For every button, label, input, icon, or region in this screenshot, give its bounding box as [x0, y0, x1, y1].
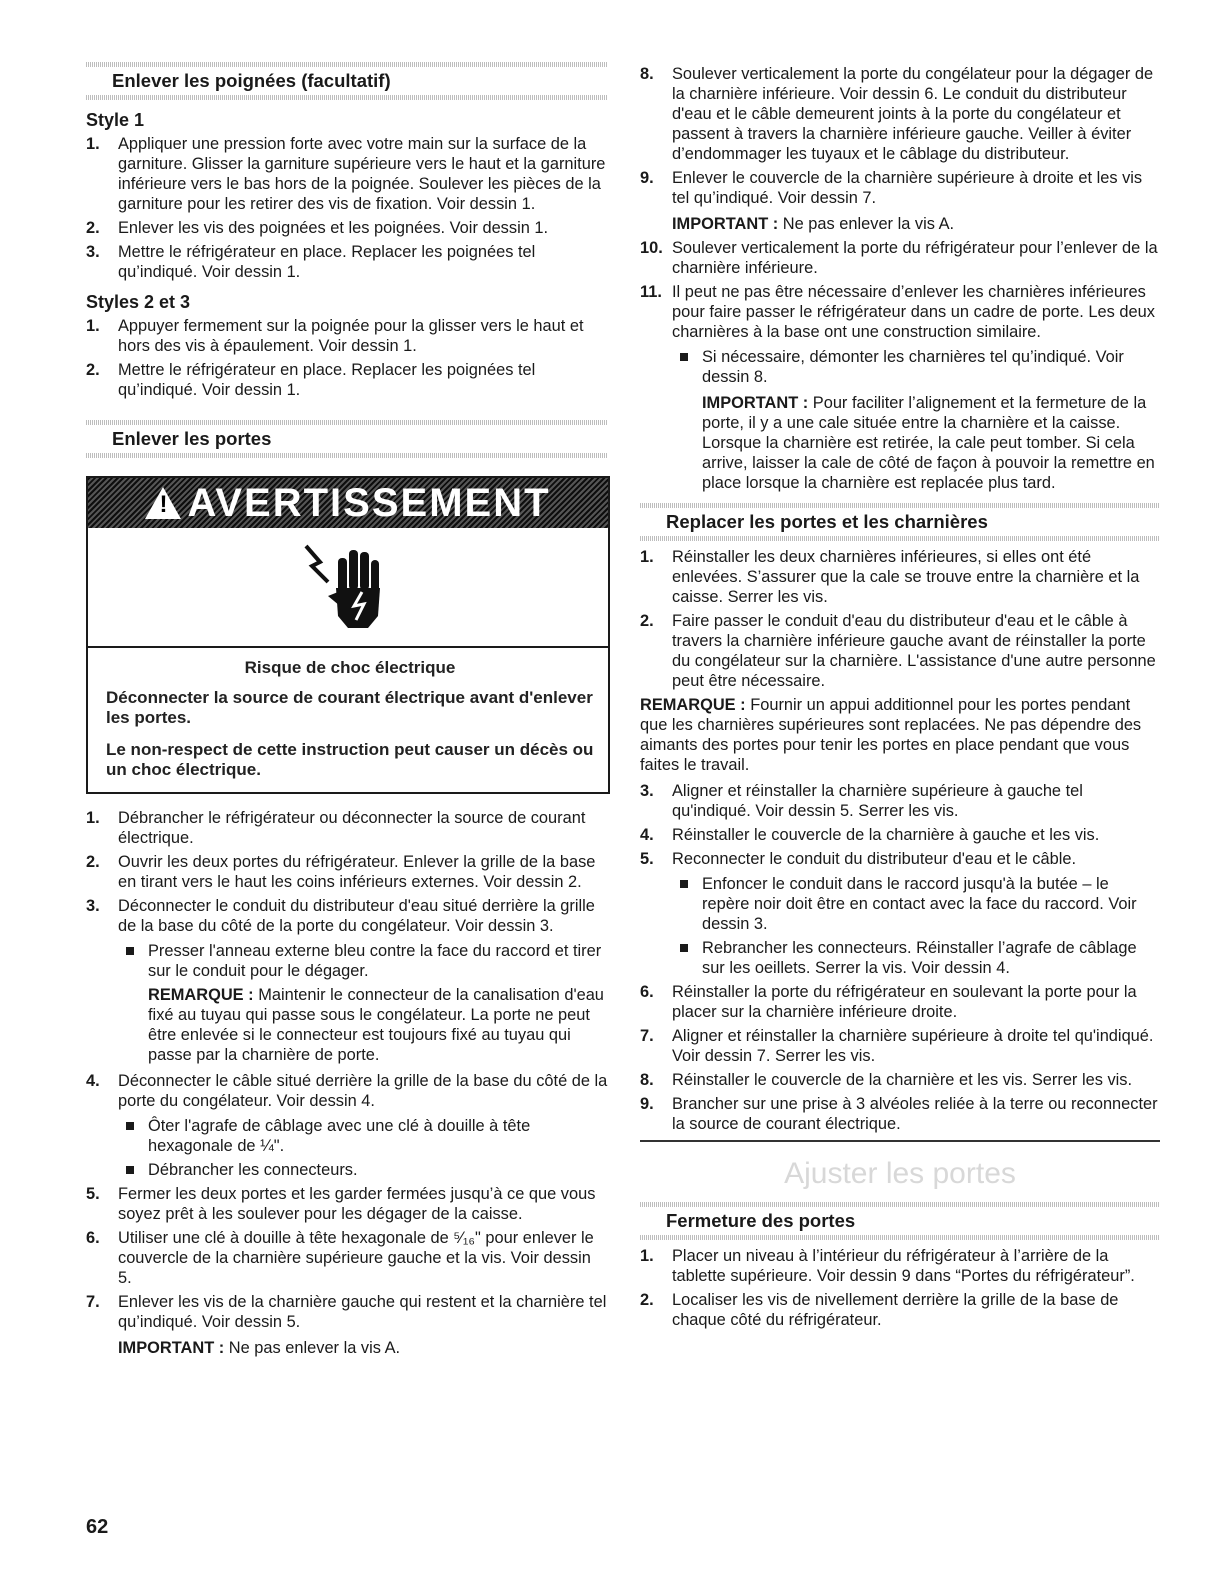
- warning-box: [86, 476, 610, 794]
- bullet-text: Ôter l'agrafe de câblage avec une clé à douille à tête hexagonale de ¼".: [148, 1117, 531, 1155]
- step-text: Enlever les vis de la charnière gauche qui restent et la charnière tel qu’indiqué. Voir dessin 5.: [118, 1293, 607, 1331]
- bullet-text: Enfoncer le conduit dans le raccord jusqu'à la butée – le repère noir doit être en contact avec la face du raccord. Voir dessin 3.: [702, 875, 1137, 933]
- list-item: [640, 168, 1160, 234]
- bullet-list: [118, 1116, 608, 1180]
- bullet-square-icon: [680, 944, 688, 952]
- warning-banner-text: AVERTISSEMENT: [187, 481, 551, 525]
- step-number: 2.: [86, 219, 100, 237]
- step-text: Appuyer fermement sur la poignée pour la glisser vers le haut et hors des vis à épaulement. Voir dessin 1.: [118, 317, 584, 355]
- list-item: [86, 316, 608, 356]
- step-text: Soulever verticalement la porte du congélateur pour la dégager de la charnière inférieure. Voir dessin 6. Le conduit du distributeur d'eau et le câble demeurent joints à la porte du congélateur et passent à travers la charnière inférieure gauche. Veiller à éviter d’endommager les tuyaux et le câblage du distributeur.: [672, 65, 1154, 163]
- step-number: 5.: [86, 1185, 100, 1203]
- step-number: 3.: [86, 897, 100, 915]
- bullet-item: [118, 1116, 608, 1156]
- section-heading-replace-doors: Replacer les portes et les charnières: [640, 503, 1160, 541]
- warning-body: [88, 648, 608, 792]
- step-number: 8.: [640, 65, 654, 83]
- list-item: [86, 360, 608, 400]
- bullet-text: Rebrancher les connecteurs. Réinstaller l’agrafe de câblage sur les oeillets. Serrer la vis. Voir dessin 4.: [702, 939, 1137, 977]
- step-number: 4.: [640, 826, 654, 844]
- list-item: [86, 1184, 608, 1224]
- important-text: Ne pas enlever la vis A.: [778, 215, 955, 233]
- styles23-heading: Styles 2 et 3: [86, 292, 191, 312]
- step-number: 2.: [86, 361, 100, 379]
- remove-doors-steps-continued: [640, 64, 1160, 493]
- warning-line-1: Déconnecter la source de courant électrique avant d'enlever les portes.: [106, 688, 593, 727]
- list-item: [640, 849, 1160, 978]
- step-number: 1.: [86, 809, 100, 827]
- step-number: 11.: [640, 283, 662, 301]
- step-text: Réinstaller le couvercle de la charnière à gauche et les vis.: [672, 826, 1100, 844]
- step-number: 3.: [640, 782, 654, 800]
- section-heading-remove-doors: Enlever les portes: [86, 420, 608, 458]
- step-number: 9.: [640, 169, 654, 187]
- bullet-list: [672, 347, 1160, 493]
- list-item: [640, 1070, 1160, 1090]
- adjust-doors-title: Ajuster les portes: [640, 1140, 1160, 1202]
- list-item: [640, 982, 1160, 1022]
- list-item: [86, 242, 608, 282]
- step-text: Enlever le couvercle de la charnière supérieure à droite et les vis tel qu’indiqué. Voir dessin 7.: [672, 169, 1143, 207]
- step-text: Il peut ne pas être nécessaire d’enlever les charnières inférieures pour faire passer le réfrigérateur dans un cadre de porte. Les deux charnières à la base ont une construction similaire.: [672, 283, 1155, 341]
- replace-doors-steps-a: [640, 547, 1160, 691]
- list-item: [86, 134, 608, 214]
- bullet-item: [672, 347, 1160, 493]
- bullet-square-icon: [126, 1166, 134, 1174]
- step-text: Reconnecter le conduit du distributeur d'eau et le câble.: [672, 850, 1077, 868]
- section-heading-door-closing: Fermeture des portes: [640, 1202, 1160, 1240]
- bullet-item: [118, 1160, 608, 1180]
- step-number: 1.: [640, 1247, 654, 1265]
- step-text: Utiliser une clé à douille à tête hexagonale de ⁵⁄₁₆" pour enlever le couvercle de la charnière supérieure gauche et la vis. Voir dessin 5.: [118, 1229, 594, 1287]
- remark-keyword: REMARQUE :: [148, 986, 254, 1004]
- left-column: [86, 62, 608, 1362]
- step-number: 2.: [86, 853, 100, 871]
- step-number: 6.: [86, 1229, 100, 1247]
- step-text: Localiser les vis de nivellement derrière la grille de la base de chaque côté du réfrigérateur.: [672, 1291, 1119, 1329]
- bullet-square-icon: [680, 353, 688, 361]
- list-item: [86, 1292, 608, 1358]
- list-item: [640, 611, 1160, 691]
- warning-triangle-icon: !: [145, 487, 181, 519]
- step-number: 3.: [86, 243, 100, 261]
- bullet-item: [672, 938, 1160, 978]
- bullet-list: [118, 941, 608, 1065]
- step-text: Réinstaller les deux charnières inférieures, si elles ont été enlevées. S’assurer que la cale se trouve entre la charnière et la caisse. Serrer les vis.: [672, 548, 1140, 606]
- step-number: 10.: [640, 239, 663, 257]
- list-item: [640, 282, 1160, 493]
- important-keyword: IMPORTANT :: [702, 394, 809, 412]
- page-number: 62: [86, 1516, 109, 1538]
- bullet-square-icon: [680, 880, 688, 888]
- bullet-text: Presser l'anneau externe bleu contre la face du raccord et tirer sur le conduit pour le dégager.: [148, 942, 602, 980]
- step-number: 8.: [640, 1071, 654, 1089]
- style1-steps: [86, 134, 608, 282]
- step-number: 7.: [640, 1027, 654, 1045]
- step-text: Déconnecter le conduit du distributeur d'eau situé derrière la grille de la base du côté de la porte du congélateur. Voir dessin 3.: [118, 897, 595, 935]
- remark-note: [148, 985, 608, 1065]
- bullet-square-icon: [126, 1122, 134, 1130]
- step-number: 2.: [640, 612, 654, 630]
- step-text: Débrancher le réfrigérateur ou déconnecter la source de courant électrique.: [118, 809, 586, 847]
- step-text: Soulever verticalement la porte du réfrigérateur pour l’enlever de la charnière inférieure.: [672, 239, 1158, 277]
- list-item: [640, 238, 1160, 278]
- right-column: [640, 64, 1160, 1334]
- list-item: [640, 1094, 1160, 1134]
- electric-shock-hand-icon: [298, 532, 398, 642]
- step-number: 2.: [640, 1291, 654, 1309]
- bullet-text: Débrancher les connecteurs.: [148, 1161, 358, 1179]
- list-item: [86, 1071, 608, 1180]
- list-item: [640, 1026, 1160, 1066]
- list-item: [86, 1228, 608, 1288]
- step-number: 9.: [640, 1095, 654, 1113]
- style1-heading: Style 1: [86, 110, 145, 130]
- step-text: Fermer les deux portes et les garder fermées jusqu’à ce que vous soyez prêt à les soulever pour les dégager de la caisse.: [118, 1185, 596, 1223]
- step-text: Aligner et réinstaller la charnière supérieure à gauche tel qu'indiqué. Voir dessin 5. Serrer les vis.: [672, 782, 1083, 820]
- list-item: [86, 218, 608, 238]
- warning-banner: [88, 478, 608, 528]
- step-number: 5.: [640, 850, 654, 868]
- step-text: Brancher sur une prise à 3 alvéoles reliée à la terre ou reconnecter la source de courant électrique.: [672, 1095, 1158, 1133]
- bullet-item: [672, 874, 1160, 934]
- important-text: Ne pas enlever la vis A.: [224, 1339, 401, 1357]
- replace-doors-steps-b: [640, 781, 1160, 1134]
- remove-doors-steps: [86, 808, 608, 1358]
- door-closing-steps: [640, 1246, 1160, 1330]
- important-text: Pour faciliter l’alignement et la fermeture de la porte, il y a une cale située entre la charnière et la caisse. Lorsque la charnière est retirée, la cale peut tomber. Si cela arrive, laisser la cale de côté de façon à pouvoir la remettre en place lorsque la charnière est replacée plus tard.: [702, 394, 1155, 492]
- step-text: Aligner et réinstaller la charnière supérieure à droite tel qu'indiqué. Voir dessin 7. Serrer les vis.: [672, 1027, 1154, 1065]
- step-text: Déconnecter le câble situé derrière la grille de la base du côté de la porte du congélateur. Voir dessin 4.: [118, 1072, 608, 1110]
- step-number: 1.: [640, 548, 654, 566]
- step-number: 6.: [640, 983, 654, 1001]
- remark-paragraph: [640, 695, 1160, 775]
- step-number: 7.: [86, 1293, 100, 1311]
- step-number: 4.: [86, 1072, 100, 1090]
- warning-icon-area: [88, 528, 608, 648]
- list-item: [640, 64, 1160, 164]
- list-item: [640, 1290, 1160, 1330]
- step-text: Mettre le réfrigérateur en place. Replacer les poignées tel qu’indiqué. Voir dessin 1.: [118, 243, 536, 281]
- step-text: Enlever les vis des poignées et les poignées. Voir dessin 1.: [118, 219, 549, 237]
- important-keyword: IMPORTANT :: [118, 1339, 225, 1357]
- step-text: Réinstaller la porte du réfrigérateur en soulevant la porte pour la placer sur la charnière inférieure droite.: [672, 983, 1137, 1021]
- step-text: Placer un niveau à l’intérieur du réfrigérateur à l’arrière de la tablette supérieure. Voir dessin 9 dans “Portes du réfrigérateur”.: [672, 1247, 1135, 1285]
- warning-line-2: Le non-respect de cette instruction peut causer un décès ou un choc électrique.: [106, 740, 594, 779]
- bullet-square-icon: [126, 947, 134, 955]
- list-item: [640, 781, 1160, 821]
- remark-text: Fournir un appui additionnel pour les portes pendant que les charnières supérieures sont replacées. Ne pas dépendre des aimants des portes pour tenir les portes en place pendant que vous faites le travail.: [640, 696, 1142, 774]
- step-number: 1.: [86, 135, 100, 153]
- bullet-text: Si nécessaire, démonter les charnières tel qu’indiqué. Voir dessin 8.: [702, 348, 1124, 386]
- list-item: [86, 896, 608, 1065]
- step-text: Appliquer une pression forte avec votre main sur la surface de la garniture. Glisser la garniture supérieure vers le haut et la garniture inférieure vers le bas hors de la poignée. Soulever les pièces de la garniture pour les retirer des vis de fixation. Voir dessin 1.: [118, 135, 606, 213]
- section-heading-remove-handles: Enlever les poignées (facultatif): [86, 62, 608, 100]
- warning-title: Risque de choc électrique: [244, 658, 456, 677]
- step-text: Faire passer le conduit d'eau du distributeur d'eau et le câble à travers la charnière inférieure gauche avant de réinstaller la porte du congélateur sur la charnière. L'assistance d'une autre personne peut être nécessaire.: [672, 612, 1156, 690]
- remark-text: Maintenir le connecteur de la canalisation d'eau fixé au tuyau qui passe sous le congélateur. La porte ne peut être enlevée si le connecteur est toujours fixé au tuyau qui passe par la charnière de porte.: [148, 986, 604, 1064]
- bullet-item: [118, 941, 608, 1065]
- list-item: [640, 825, 1160, 845]
- list-item: [86, 852, 608, 892]
- styles23-steps: [86, 316, 608, 400]
- bullet-list: [672, 874, 1160, 978]
- step-text: Ouvrir les deux portes du réfrigérateur. Enlever la grille de la base en tirant vers le haut les coins inférieurs externes. Voir dessin 2.: [118, 853, 596, 891]
- important-note: [118, 1338, 608, 1358]
- list-item: [640, 547, 1160, 607]
- remark-keyword: REMARQUE :: [640, 696, 746, 714]
- list-item: [640, 1246, 1160, 1286]
- important-note: [672, 214, 1160, 234]
- step-number: 1.: [86, 317, 100, 335]
- important-keyword: IMPORTANT :: [672, 215, 779, 233]
- list-item: [86, 808, 608, 848]
- step-text: Mettre le réfrigérateur en place. Replacer les poignées tel qu’indiqué. Voir dessin 1.: [118, 361, 536, 399]
- important-note: [702, 393, 1160, 493]
- step-text: Réinstaller le couvercle de la charnière et les vis. Serrer les vis.: [672, 1071, 1133, 1089]
